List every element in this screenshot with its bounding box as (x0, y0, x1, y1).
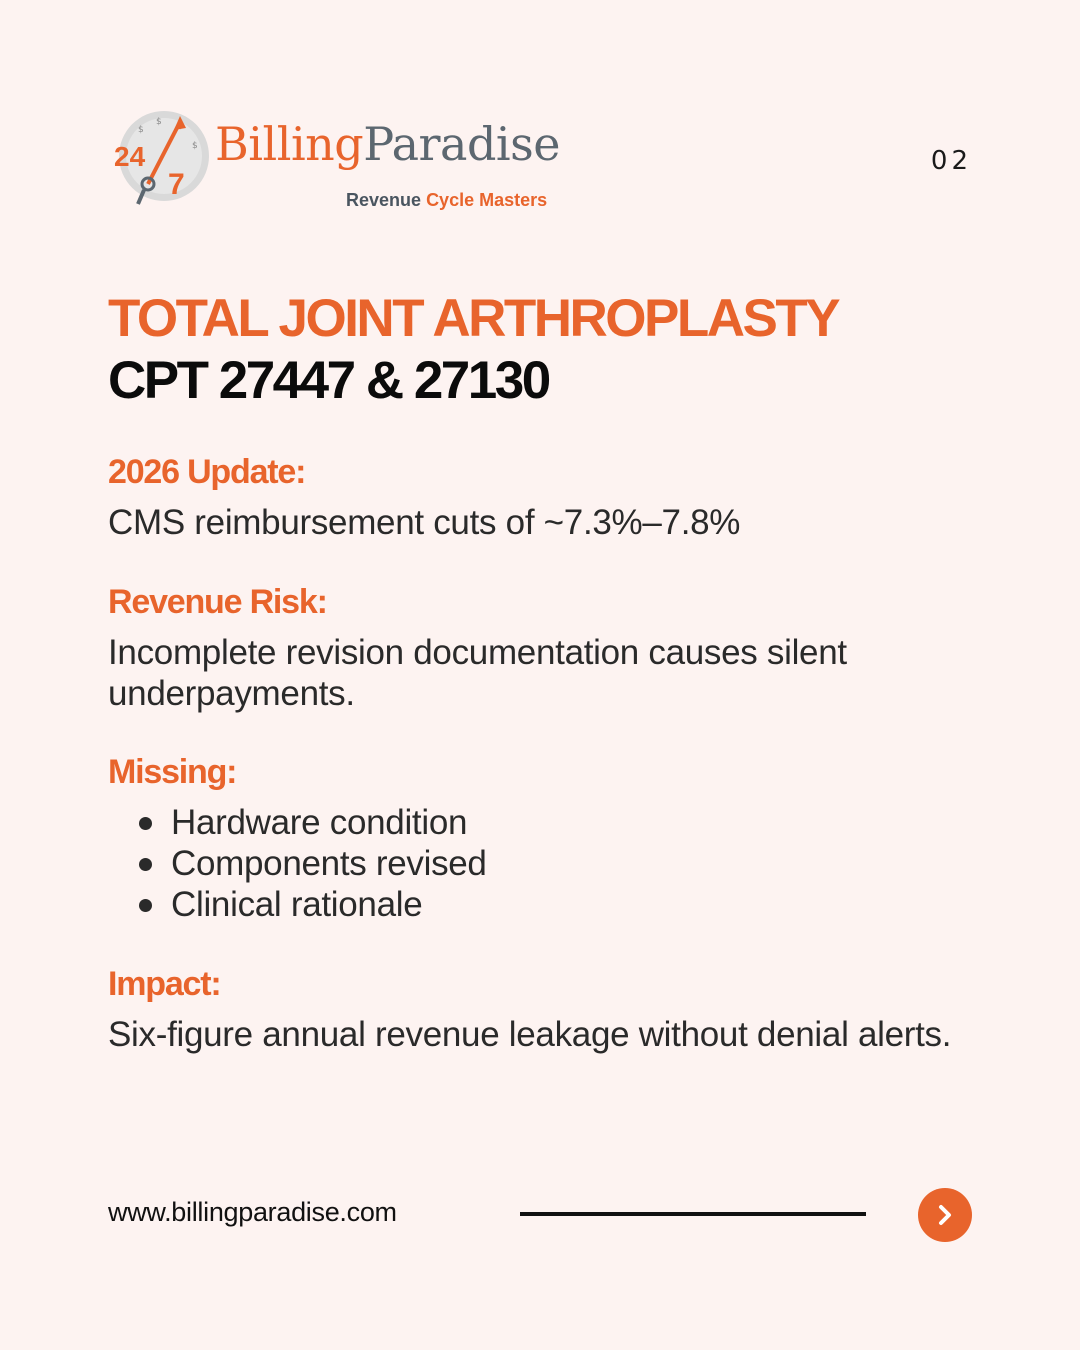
svg-text:$: $ (156, 117, 162, 127)
list-item-text: Components revised (171, 844, 487, 883)
title-line-1: TOTAL JOINT ARTHROPLASTY (108, 289, 839, 348)
list-item (108, 802, 980, 843)
missing-list (108, 802, 980, 925)
bullet-dot-icon (139, 858, 152, 871)
svg-text:$: $ (138, 125, 144, 135)
section-impact-text: Six-figure annual revenue leakage without denial alerts. (108, 1015, 952, 1054)
footer-divider (520, 1212, 866, 1216)
tagline-part1: Revenue (346, 190, 422, 210)
next-button[interactable] (918, 1188, 972, 1242)
section-risk-text: Incomplete revision documentation causes silent underpayments. (108, 633, 847, 713)
list-item (108, 843, 980, 884)
tagline-part2: Cycle Masters (426, 190, 548, 210)
section-missing (108, 750, 980, 925)
brand-name-part2: Paradise (363, 117, 560, 171)
website-link[interactable]: www.billingparadise.com (108, 1197, 397, 1227)
brand-logo (108, 104, 568, 219)
section-missing-label: Missing: (108, 753, 237, 791)
section-update (108, 450, 980, 543)
section-update-label: 2026 Update: (108, 453, 306, 491)
page-title (108, 288, 838, 412)
bullet-dot-icon (139, 817, 152, 830)
svg-text:$: $ (192, 141, 198, 151)
brand-tagline (346, 190, 547, 211)
list-item-text: Hardware condition (171, 803, 468, 842)
chevron-right-icon (932, 1202, 958, 1228)
section-risk (108, 580, 980, 714)
section-update-text: CMS reimbursement cuts of ~7.3%–7.8% (108, 503, 741, 542)
logo-emblem-7: 7 (168, 168, 185, 201)
section-impact-label: Impact: (108, 965, 221, 1003)
list-item-text: Clinical rationale (171, 885, 423, 924)
logo-emblem-24: 24 (114, 141, 146, 172)
brand-name-part1: Billing (215, 117, 364, 171)
section-risk-label: Revenue Risk: (108, 583, 327, 621)
section-impact (108, 962, 980, 1055)
clock-gauge-icon (108, 108, 212, 212)
bullet-dot-icon (139, 899, 152, 912)
brand-name (215, 116, 560, 172)
list-item (108, 884, 980, 925)
page-number: 02 (930, 146, 972, 176)
title-line-2: CPT 27447 & 27130 (108, 351, 549, 410)
